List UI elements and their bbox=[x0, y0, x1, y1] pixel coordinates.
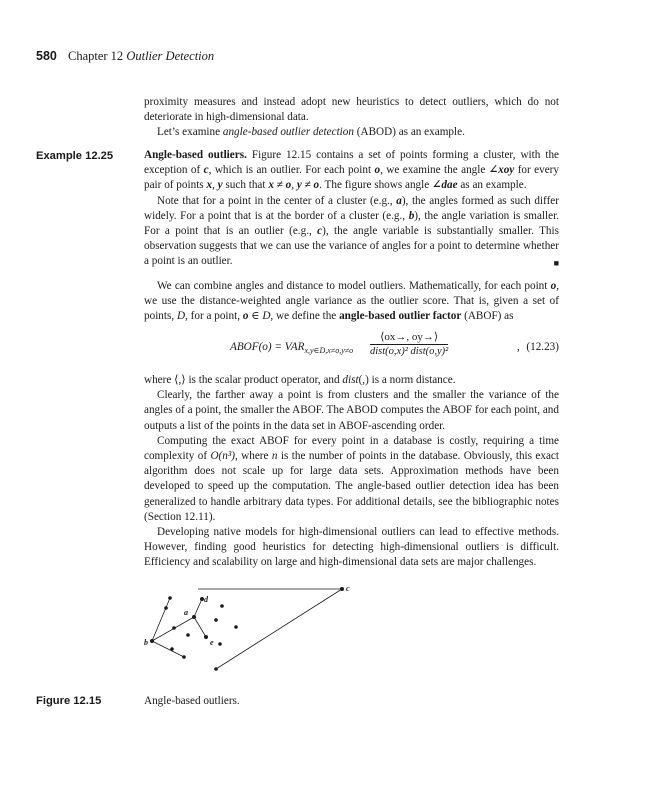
challenges-paragraph bbox=[144, 525, 559, 571]
cluster-point bbox=[172, 626, 176, 630]
cluster-point bbox=[168, 596, 172, 600]
equation-lhs: ABOF(o) = $VAR_{x,y\in D,x\ne o,y\ne o}$ bbox=[230, 341, 354, 355]
cluster-point bbox=[186, 633, 190, 637]
cluster-point bbox=[170, 647, 174, 651]
text-run: . The figure shows angle bbox=[319, 179, 433, 192]
inline-term: dist bbox=[342, 374, 359, 386]
text-run: , we define the bbox=[270, 310, 340, 323]
inline-term: angle-based outlier factor bbox=[339, 310, 462, 323]
text-run: Clearly, the farther away a point is from clusters and the smaller the variance of the angles of a point, the smaller the ABOF. The ABOD computes the ABOF for each point, and outputs a list of the points in the data set in ABOF-ascending order. bbox=[144, 389, 559, 432]
point-c bbox=[340, 587, 344, 591]
text-run: Note that for a point in the center of a cluster (e.g., bbox=[157, 194, 397, 207]
intro-paragraph-2: Let’s examine angle-based outlier detection (ABOD) as an example. bbox=[157, 126, 465, 139]
abof-definition bbox=[144, 279, 559, 325]
label-b: b bbox=[144, 638, 148, 647]
inline-term: y ≠ o bbox=[296, 179, 320, 192]
inline-term bbox=[489, 164, 515, 176]
point-e bbox=[204, 635, 208, 639]
inline-term bbox=[268, 179, 291, 191]
label-a: a bbox=[184, 608, 188, 617]
text-run: , for a point, bbox=[185, 310, 243, 323]
text-run: , we use the distance-weighted angle variance as the outlier score. That is, given a set of points, bbox=[144, 280, 559, 323]
text-run: is the number of points in the database. Obviously, this exact algorithm does not scale up for large data sets. Approximation methods have been developed to speed up the computation. The angle-based outlier detection idea has been generalized to handle arbitrary data types. For additional details, see the bibliographic notes (Section 12.11). bbox=[144, 450, 559, 523]
label-c: c bbox=[346, 584, 350, 593]
inline-term: x bbox=[206, 179, 213, 192]
figure-caption: Angle-based outliers. bbox=[144, 695, 240, 707]
cluster-point bbox=[218, 642, 222, 646]
text-run: ), the angle variation is smaller. For a point that is an outlier (e.g., bbox=[144, 209, 560, 238]
complexity-paragraph bbox=[144, 434, 559, 525]
example-label: Example 12.25 bbox=[36, 150, 114, 162]
intro-paragraph-1: proximity measures and instead adopt new heuristics to detect outliers, which do not deteriorate in high-dimensional data. bbox=[144, 96, 559, 124]
text-run: ), the angles formed as such differ widely. For a point that is at the border of a cluster (e.g., bbox=[144, 194, 559, 222]
inline-term: D bbox=[262, 310, 271, 323]
cluster-point bbox=[234, 625, 238, 629]
text-run: ∈ bbox=[248, 310, 263, 323]
line-b-to-cluster-bottom bbox=[152, 641, 184, 657]
cluster-point bbox=[214, 667, 218, 671]
line-a-to-e bbox=[194, 617, 206, 637]
text-run: for every pair of points bbox=[144, 164, 559, 192]
inline-term: o bbox=[374, 164, 381, 177]
inline-term: o bbox=[242, 310, 249, 323]
line-a-to-d bbox=[194, 599, 202, 617]
label-d: d bbox=[204, 595, 208, 604]
example-paragraph-2 bbox=[144, 194, 559, 270]
running-head bbox=[36, 49, 214, 64]
text-run: where ⟨,⟩ is the scalar product operator, and bbox=[144, 374, 343, 386]
example-title: Angle-based outliers. bbox=[144, 149, 247, 161]
end-of-example-mark: ■ bbox=[553, 258, 559, 269]
page-number: 580 bbox=[36, 49, 57, 63]
inline-term bbox=[432, 179, 458, 191]
inline-term: o bbox=[550, 280, 557, 292]
figure-label: Figure 12.15 bbox=[36, 695, 102, 707]
inline-term: x ≠ o bbox=[268, 179, 292, 192]
inline-term: ∠dae bbox=[432, 179, 458, 192]
label-e: e bbox=[210, 638, 214, 647]
chapter-number: Chapter 12 bbox=[67, 49, 124, 63]
equation-numerator: ⟨ox→, oy→⟩ bbox=[370, 330, 448, 345]
inline-term: c bbox=[203, 164, 209, 177]
cluster-point bbox=[220, 604, 224, 608]
text-run: (ABOF) as bbox=[461, 310, 514, 323]
equation-subscript: x,y∈D,x≠o,y≠o bbox=[304, 346, 354, 355]
equation-denominator: dist(o,x)² dist(o,y)² bbox=[370, 346, 449, 357]
text-run: , bbox=[212, 179, 218, 192]
cluster-point bbox=[214, 618, 218, 622]
equation-fraction bbox=[370, 330, 448, 357]
line-b-to-cluster-top bbox=[152, 598, 170, 641]
abof-behavior-paragraph bbox=[144, 388, 559, 434]
abof-paragraph bbox=[144, 279, 559, 325]
inline-term: n bbox=[271, 450, 278, 463]
text-run: Figure 12.15 contains a set of points forming a cluster, with the exception of bbox=[144, 149, 560, 177]
inline-term: O(n³) bbox=[210, 450, 235, 463]
text-run: such that bbox=[222, 179, 269, 192]
text-run: (,) is a norm distance. bbox=[358, 374, 456, 386]
point-a bbox=[192, 615, 196, 619]
abod-term: angle-based outlier detection bbox=[222, 126, 354, 139]
cluster-point bbox=[164, 606, 168, 610]
intro-text bbox=[144, 95, 559, 141]
text-run: Developing native models for high-dimensional outliers can lead to effective methods. However, finding good heuristics for detecting high-dimensional outliers is difficult. Efficiency and scalability on large and high-dimensional data sets are major challenges. bbox=[144, 526, 559, 569]
angle-based-outliers-figure bbox=[144, 582, 374, 692]
text-run: Computing the exact ABOF for every point in a database is costly, requiring a time complexity of bbox=[144, 434, 559, 463]
text-run: We can combine angles and distance to model outliers. Mathematically, for each point bbox=[157, 280, 551, 292]
chapter-title: Outlier Detection bbox=[126, 49, 215, 63]
text-run: , which is an outlier. For each point bbox=[208, 164, 375, 177]
line-c-to-bottom bbox=[216, 589, 342, 669]
text-run: ), the angle variable is substantially smaller. This observation suggests that we can use the variance of angles for a point to determine whether a point is an outlier. bbox=[144, 225, 559, 268]
example-body bbox=[144, 148, 559, 272]
equation-12-23 bbox=[144, 330, 559, 366]
inline-term: a bbox=[396, 194, 402, 207]
cluster-point bbox=[182, 655, 186, 659]
text-run: , we examine the angle bbox=[380, 164, 489, 177]
equation-number: (12.23) bbox=[526, 341, 559, 353]
text-run: , where bbox=[234, 450, 272, 463]
example-paragraph-1 bbox=[144, 148, 559, 194]
inline-term: D bbox=[176, 310, 186, 323]
inline-term: c bbox=[317, 225, 323, 238]
inline-term: ∠xoy bbox=[488, 164, 515, 177]
text-run: , bbox=[291, 179, 297, 192]
inline-term: b bbox=[408, 209, 415, 222]
where-paragraph bbox=[144, 373, 559, 388]
equation-comma: , bbox=[517, 341, 520, 353]
inline-term: y bbox=[217, 179, 223, 192]
point-b bbox=[150, 639, 154, 643]
text-run: as an example. bbox=[457, 179, 527, 192]
inline-term bbox=[297, 179, 319, 191]
post-equation-text bbox=[144, 373, 559, 571]
